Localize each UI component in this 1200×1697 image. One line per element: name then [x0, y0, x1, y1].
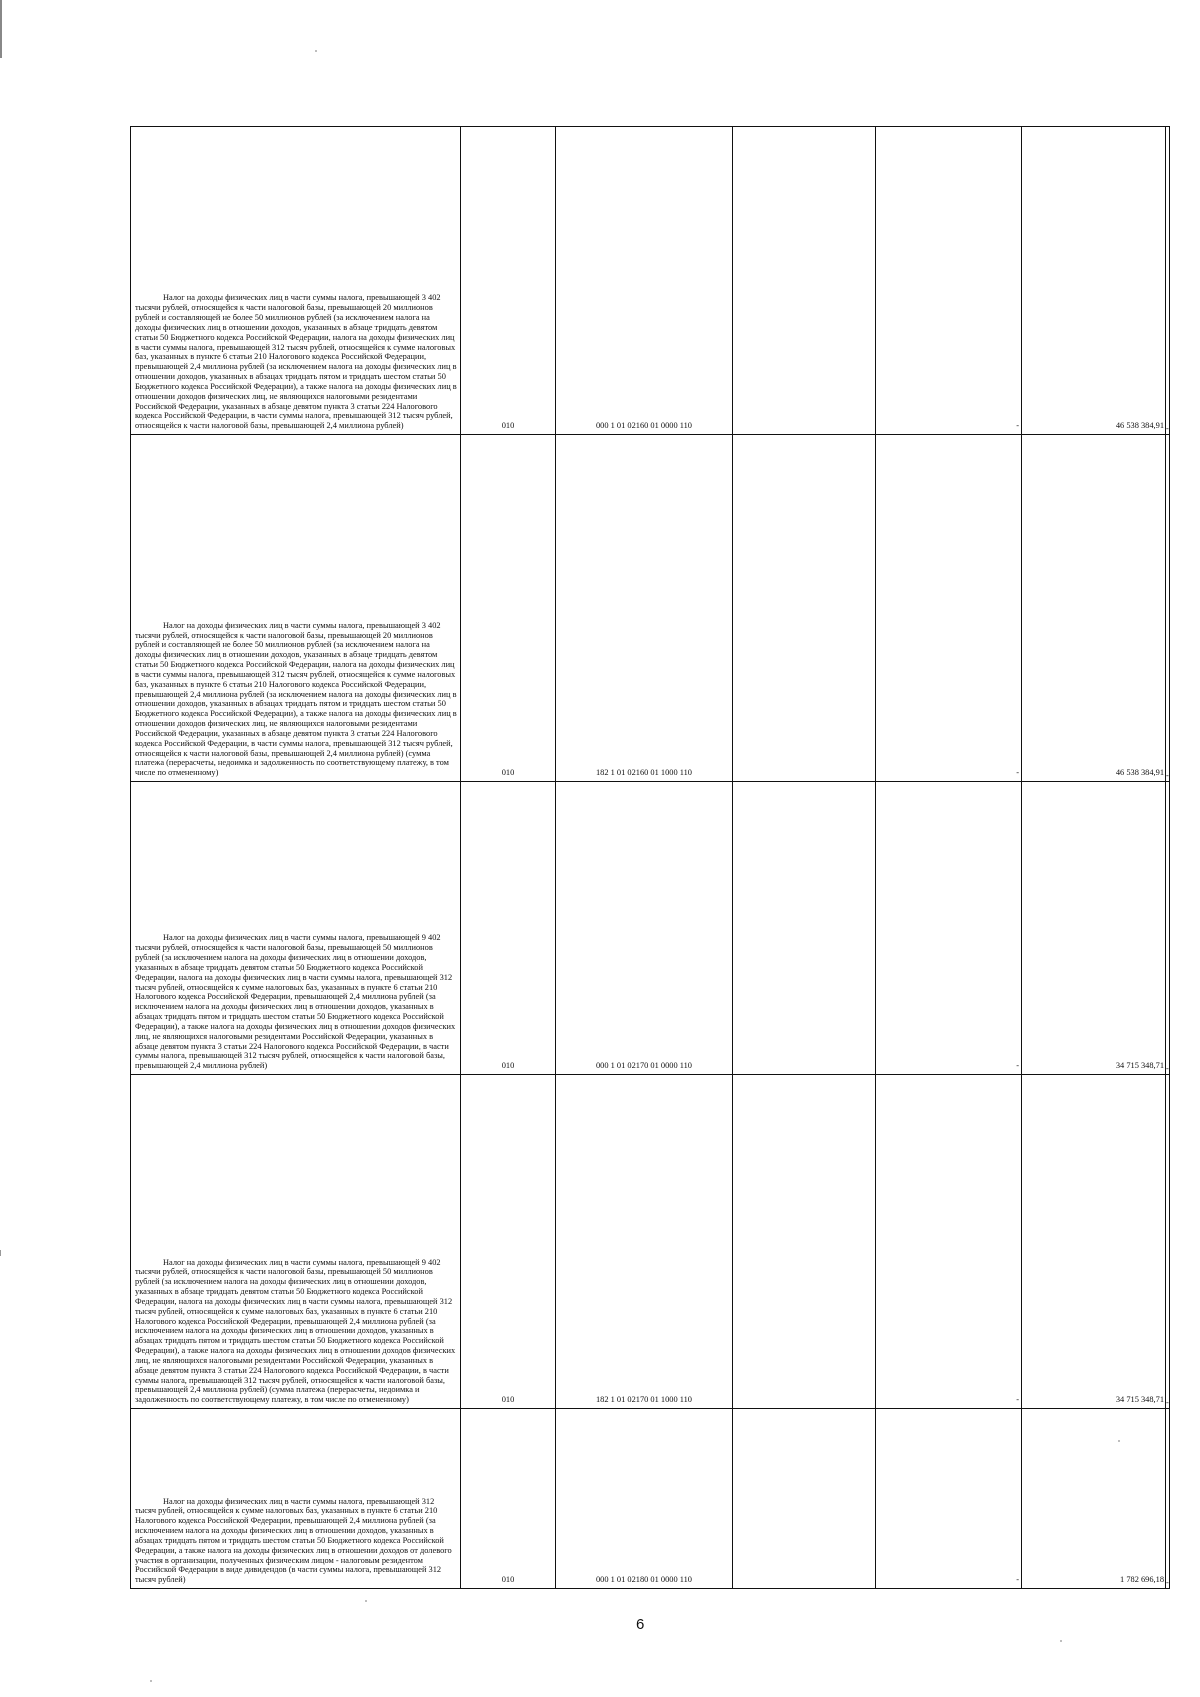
line-code: 010 [461, 435, 556, 782]
row-description-cell [131, 782, 461, 1075]
row-description: Налог на доходы физических лиц в части суммы налога, превышающей 3 402 тысячи рублей, относящейся к части налоговой базы, превышающей 20 миллионов рублей и составляющей не более 50 миллионов рублей (за исключением налога на доходы физических лиц в отношении доходов, указанных в абзаце тридцать девятом статьи 50 Бюджетного кодекса Российской Федерации, налога на доходы физических лиц в части суммы налога, превышающей 312 тысяч рублей, относящейся к сумме налоговых баз, указанных в пункте 6 статьи 210 Налогового кодекса Российской Федерации, превышающей 2,4 миллиона рублей (за исключением налога на доходы физических лиц в отношении доходов, указанных в абзацах тридцать пятом и тридцать шестом статьи 50 Бюджетного кодекса Российской Федерации), а также налога на доходы физических лиц в отношении доходов физических лиц, не являющихся налоговыми резидентами Российской Федерации, указанных в абзаце девятом пункта 3 статьи 224 Налогового кодекса Российской Федерации, в части суммы налога, превышающей 312 тысяч рублей, относящейся к части налоговой базы, превышающей 2,4 миллиона рублей) (сумма платежа (перерасчеты, недоимка и задолженность по соответствующему платежу, в том числе по отмененному) [135, 620, 457, 778]
page-number: 6 [636, 1616, 645, 1633]
row-description-cell [131, 1075, 461, 1409]
column-6-value: 46 538 384,91 [1022, 435, 1166, 782]
scan-speck [365, 1600, 367, 1602]
column-7-value: - [1166, 435, 1170, 782]
column-6-value: 46 538 384,91 [1022, 127, 1166, 435]
budget-classification-code: 182 1 01 02170 01 1000 110 [556, 1075, 733, 1409]
line-code: 010 [461, 782, 556, 1075]
column-4-value [733, 127, 876, 435]
budget-classification-code: 182 1 01 02160 01 1000 110 [556, 435, 733, 782]
column-4-value [733, 1075, 876, 1409]
row-description: Налог на доходы физических лиц в части суммы налога, превышающей 9 402 тысячи рублей, относящейся к части налоговой базы, превышающей 50 миллионов рублей (за исключением налога на доходы физических лиц в отношении доходов, указанных в абзаце тридцать девятом статьи 50 Бюджетного кодекса Российской Федерации, налога на доходы физических лиц в части суммы налога, превышающей 312 тысяч рублей, относящейся к сумме налоговых баз, указанных в пункте 6 статьи 210 Налогового кодекса Российской Федерации, превышающей 2,4 миллиона рублей (за исключением налога на доходы физических лиц в отношении доходов, указанных в абзацах тридцать пятом и тридцать шестом статьи 50 Бюджетного кодекса Российской Федерации), а также налога на доходы физических лиц в отношении доходов физических лиц, не являющихся налоговыми резидентами Российской Федерации, указанных в абзаце девятом пункта 3 статьи 224 Налогового кодекса Российской Федерации, в части суммы налога, превышающей 312 тысяч рублей, относящейся к части налоговой базы, превышающей 2,4 миллиона рублей) [135, 933, 456, 1071]
scan-speck [1060, 1640, 1062, 1642]
scan-edge-mark [0, 1250, 1, 1256]
table-row [131, 782, 1170, 1075]
table-row [131, 1409, 1170, 1589]
column-5-value: - [876, 782, 1022, 1075]
row-description-cell [131, 1409, 461, 1589]
row-description-cell [131, 127, 461, 435]
scan-speck [1118, 1440, 1120, 1442]
budget-classification-code: 000 1 01 02170 01 0000 110 [556, 782, 733, 1075]
table-row [131, 127, 1170, 435]
scan-edge-mark [0, 0, 2, 58]
row-description: Налог на доходы физических лиц в части суммы налога, превышающей 312 тысяч рублей, относящейся к сумме налоговых баз, указанных в пункте 6 статьи 210 Налогового кодекса Российской Федерации, превышающей 2,4 миллиона рублей (за исключением налога на доходы физических лиц в отношении доходов, указанных в абзацах тридцать пятом и тридцать шестом статьи 50 Бюджетного кодекса Российской Федерации, а также налога на доходы физических лиц в отношении доходов от долевого участия в организации, полученных физическим лицом - налоговым резидентом Российской Федерации в виде дивидендов (в части суммы налога, превышающей 312 тысяч рублей) [135, 1496, 452, 1585]
row-description: Налог на доходы физических лиц в части суммы налога, превышающей 9 402 тысячи рублей, относящейся к части налоговой базы, превышающей 50 миллионов рублей (за исключением налога на доходы физических лиц в отношении доходов, указанных в абзаце тридцать девятом статьи 50 Бюджетного кодекса Российской Федерации, налога на доходы физических лиц в части суммы налога, превышающей 312 тысяч рублей, относящейся к сумме налоговых баз, указанных в пункте 6 статьи 210 Налогового кодекса Российской Федерации, превышающей 2,4 миллиона рублей (за исключением налога на доходы физических лиц в отношении доходов, указанных в абзацах тридцать пятом и тридцать шестом статьи 50 Бюджетного кодекса Российской Федерации), а также налога на доходы физических лиц в отношении доходов физических лиц, не являющихся налоговыми резидентами Российской Федерации, указанных в абзаце девятом пункта 3 статьи 224 Налогового кодекса Российской Федерации, в части суммы налога, превышающей 312 тысяч рублей, относящейся к части налоговой базы, превышающей 2,4 миллиона рублей) (сумма платежа (перерасчеты, недоимка и задолженность по соответствующему платежу, в том числе по отмененному) [135, 1257, 456, 1405]
line-code: 010 [461, 1409, 556, 1589]
table-row [131, 435, 1170, 782]
column-6-value: 1 782 696,18 [1022, 1409, 1166, 1589]
column-7-value: - [1166, 1409, 1170, 1589]
column-7-value: - [1166, 1075, 1170, 1409]
column-7-value: - [1166, 127, 1170, 435]
column-5-value: - [876, 1409, 1022, 1589]
line-code: 010 [461, 1075, 556, 1409]
scan-speck [150, 1680, 152, 1682]
column-6-value: 34 715 348,71 [1022, 1075, 1166, 1409]
line-code: 010 [461, 127, 556, 435]
column-5-value: - [876, 127, 1022, 435]
revenue-table [130, 126, 1170, 1589]
column-5-value: - [876, 435, 1022, 782]
budget-classification-code: 000 1 01 02160 01 0000 110 [556, 127, 733, 435]
column-7-value: - [1166, 782, 1170, 1075]
budget-classification-code: 000 1 01 02180 01 0000 110 [556, 1409, 733, 1589]
column-4-value [733, 1409, 876, 1589]
row-description: Налог на доходы физических лиц в части суммы налога, превышающей 3 402 тысячи рублей, относящейся к части налоговой базы, превышающей 20 миллионов рублей и составляющей не более 50 миллионов рублей (за исключением налога на доходы физических лиц в отношении доходов, указанных в абзаце тридцать девятом статьи 50 Бюджетного кодекса Российской Федерации, налога на доходы физических лиц в части суммы налога, превышающей 312 тысяч рублей, относящейся к сумме налоговых баз, указанных в пункте 6 статьи 210 Налогового кодекса Российской Федерации, превышающей 2,4 миллиона рублей (за исключением налога на доходы физических лиц в отношении доходов, указанных в абзацах тридцать пятом и тридцать шестом статьи 50 Бюджетного кодекса Российской Федерации), а также налога на доходы физических лиц в отношении доходов физических лиц, не являющихся налоговыми резидентами Российской Федерации, указанных в абзаце девятом пункта 3 статьи 224 Налогового кодекса Российской Федерации, в части суммы налога, превышающей 312 тысяч рублей, относящейся к части налоговой базы, превышающей 2,4 миллиона рублей) [135, 293, 457, 431]
column-6-value: 34 715 348,71 [1022, 782, 1166, 1075]
column-4-value [733, 782, 876, 1075]
column-5-value: - [876, 1075, 1022, 1409]
row-description-cell [131, 435, 461, 782]
column-4-value [733, 435, 876, 782]
scan-speck [315, 50, 317, 52]
table-row [131, 1075, 1170, 1409]
